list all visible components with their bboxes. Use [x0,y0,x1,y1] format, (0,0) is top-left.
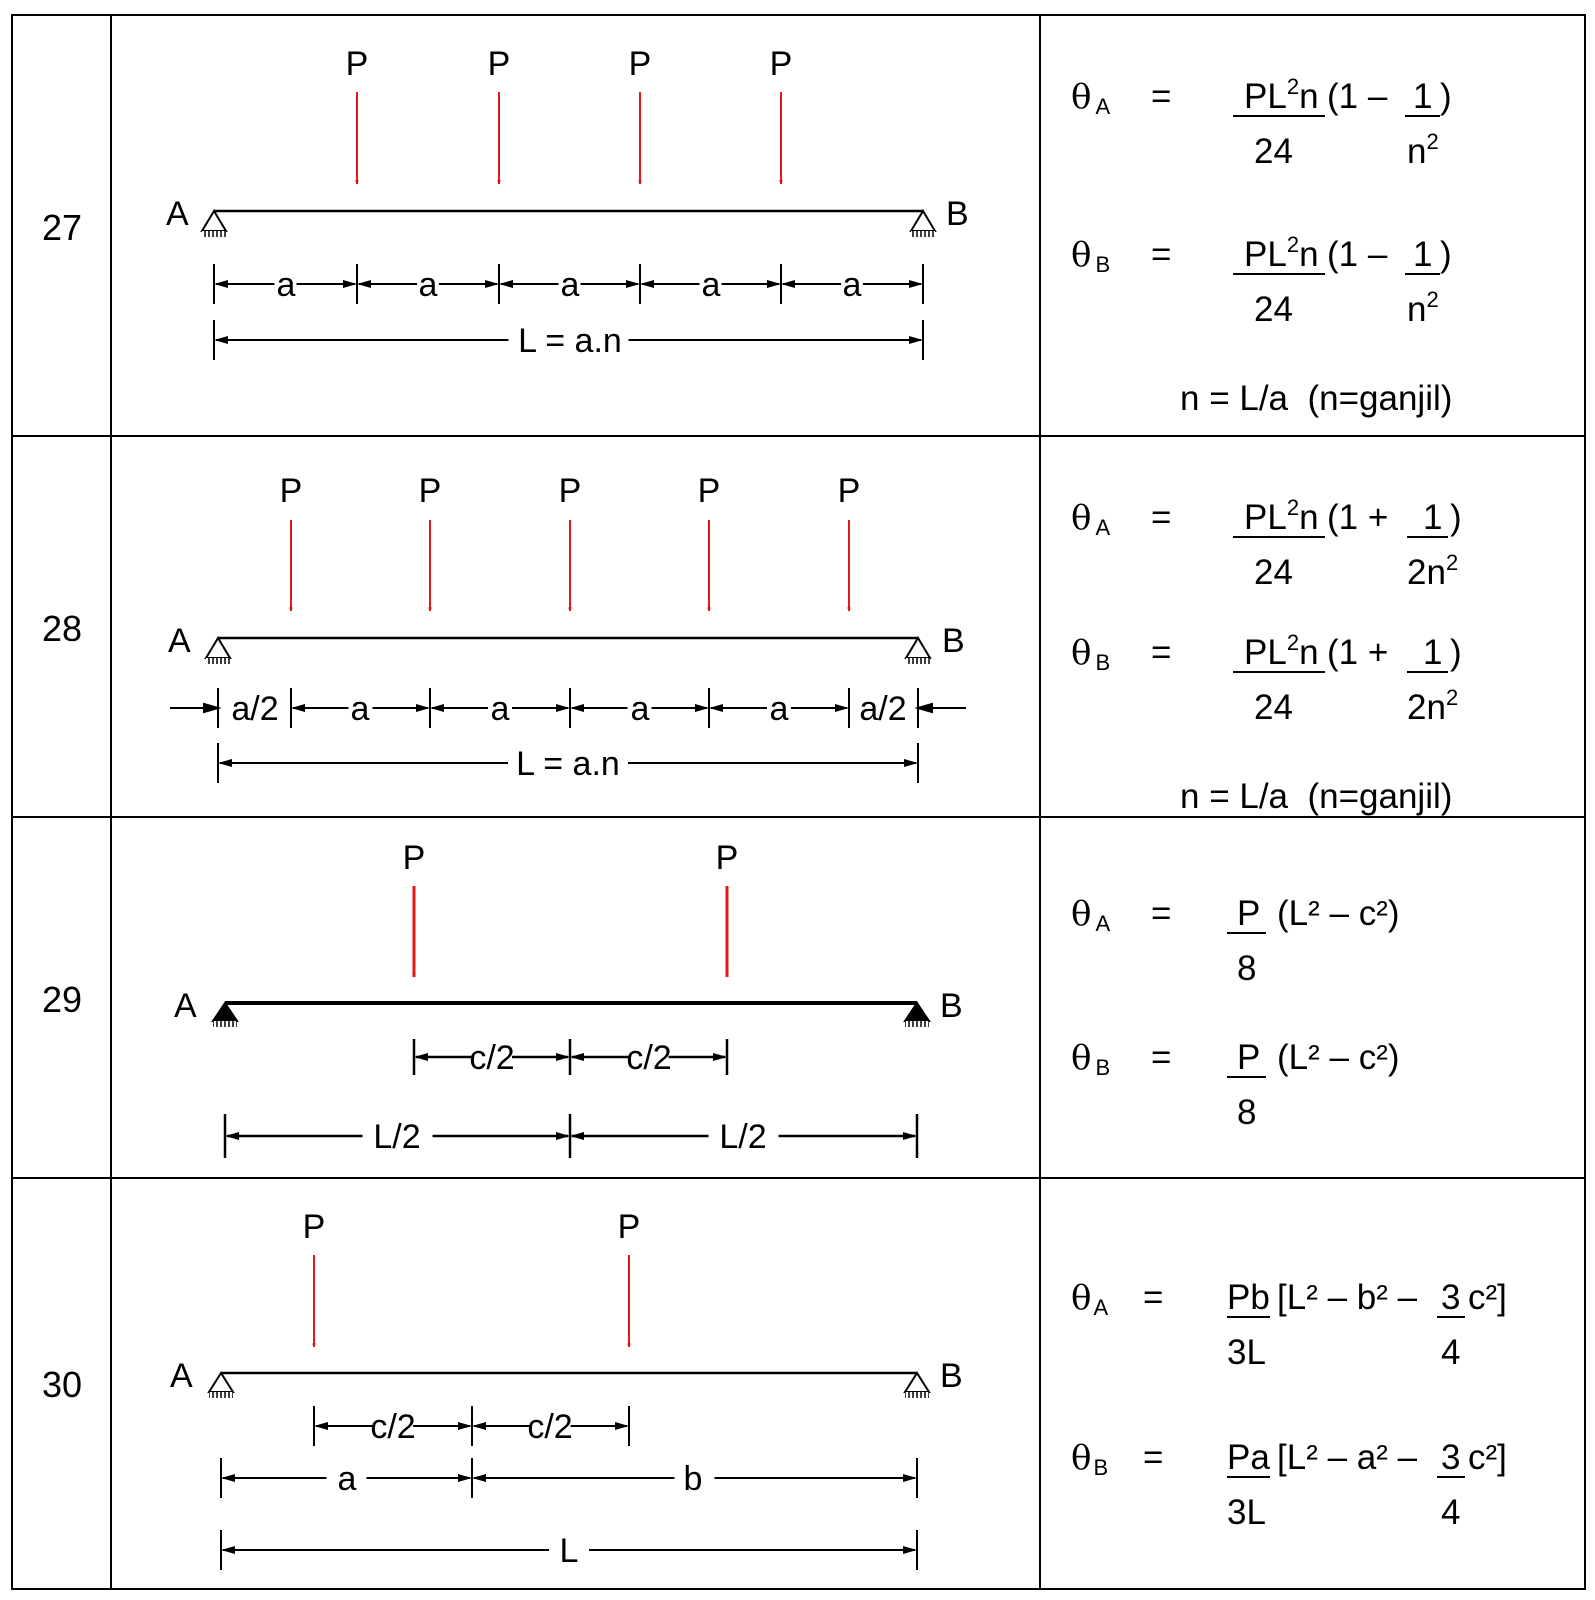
dimension-arrowhead [291,704,305,712]
dimension-arrowhead [430,704,444,712]
dimension-arrowhead [485,280,499,288]
dimension-label: c/2 [370,1408,416,1446]
svg-text:θB: θ B [1071,235,1111,277]
dimension-arrowhead [314,1422,328,1430]
svg-text:(L² – c²): (L² – c²) [1277,1038,1400,1077]
dimension-label: c/2 [527,1408,573,1446]
svg-text:=: = [1151,894,1172,933]
dimension-line-segments [218,688,918,728]
svg-text:2n2: $2n^2$ [1407,685,1459,727]
svg-text:PL2n: $PL^2n$ [1244,74,1319,116]
beam-diagram-30 [170,1208,963,1570]
pin-support-right-icon [906,638,930,664]
support-label-b: B [942,622,965,660]
dimension-arrowhead [556,704,570,712]
load-label: P [302,1208,326,1246]
support-label-a: A [170,1357,193,1395]
svg-text:c²]: c²] [1468,1438,1507,1477]
dimension-arrowhead [343,280,357,288]
dimension-arrowhead [225,1132,239,1140]
dimension-arrowhead [781,280,795,288]
dimension-arrowhead [709,704,723,712]
svg-text:=: = [1143,1278,1164,1317]
svg-text:=: = [1151,77,1172,116]
svg-text:n2: $n^2$ [1407,129,1439,171]
formula-note-27: n = L/a (n=ganjil) [1180,379,1453,418]
dimension-arrowhead [472,1422,486,1430]
dimension-arrowhead [570,1053,584,1061]
svg-text:(1 +: (1 + [1327,633,1389,672]
dimension-arrowhead [909,336,923,344]
support-label-b: B [940,1357,963,1395]
support-label-b: B [940,987,963,1025]
dimension-arrowhead [909,280,923,288]
b-length-label: b [683,1460,703,1498]
svg-text:[L² – b² –: [L² – b² – [1277,1278,1418,1317]
formula-theta-a-29 [1071,894,1400,988]
svg-text:(1 –: (1 – [1327,235,1388,274]
load-arrows [414,886,727,977]
load-label: P [769,45,793,83]
dimension-arrowhead [556,1132,570,1140]
load-arrows [357,92,781,184]
dimension-label: a [350,690,370,728]
svg-text:24: 24 [1254,553,1293,592]
load-label: P [279,472,303,510]
load-label: P [697,472,721,510]
dimension-arrowhead [472,1474,486,1482]
dimension-arrowhead [570,1132,584,1140]
pin-support-right-icon [905,1373,929,1398]
dimension-arrowhead [221,1546,235,1554]
formula-theta-b-28 [1071,630,1462,727]
svg-text:n2: $n^2$ [1407,287,1439,329]
pin-support-left-icon [202,211,226,237]
dimension-label: c/2 [626,1039,672,1077]
load-label: P [617,1208,641,1246]
load-label: P [715,839,739,877]
svg-text:1: 1 [1413,235,1433,274]
support-label-a: A [168,622,191,660]
dimension-arrowhead [615,1422,629,1430]
svg-text:PL2n: $PL^2n$ [1244,232,1319,274]
dimension-arrowhead [640,280,654,288]
svg-text:P: P [1237,894,1261,933]
svg-text:1: 1 [1423,498,1443,537]
formula-note-28: n = L/a (n=ganjil) [1180,777,1453,816]
a-b-dimension-lines [221,1458,917,1498]
half-length-label: L/2 [719,1118,767,1156]
row-number-28: 28 [41,608,83,649]
dimension-arrowhead [835,704,849,712]
formula-theta-a-27 [1071,74,1452,171]
row-number-29: 29 [41,979,83,1020]
dimension-label: a/2 [231,690,279,728]
load-label: P [345,45,369,83]
load-arrows [314,1255,629,1347]
formula-theta-a-28 [1071,495,1462,592]
svg-text:1: 1 [1413,77,1433,116]
formula-theta-a-30 [1071,1278,1507,1372]
dimension-arrowhead [458,1422,472,1430]
dimension-arrowhead [499,280,513,288]
dimension-arrowhead [221,1474,235,1482]
dimension-arrowhead [695,704,709,712]
support-label-a: A [174,987,197,1025]
dimension-arrowhead [214,280,228,288]
dimension-line-segments [414,1039,727,1075]
svg-text:24: 24 [1254,290,1293,329]
half-length-label: L/2 [373,1118,421,1156]
load-label: P [487,45,511,83]
total-length-label: L [559,1532,579,1570]
svg-text:θB: θ B [1071,1038,1111,1080]
load-label: P [837,472,861,510]
svg-text:[L² – a² –: [L² – a² – [1277,1438,1418,1477]
svg-text:=: = [1151,498,1172,537]
dimension-arrowhead [416,704,430,712]
svg-text:θB: θB [1071,1438,1109,1480]
svg-text:(1 –: (1 – [1327,77,1388,116]
svg-text:θB: θ B [1071,633,1111,675]
dimension-arrowhead [218,759,232,767]
dimension-arrowhead [626,280,640,288]
svg-text:3: 3 [1441,1278,1461,1317]
pin-support-left-icon [213,1003,237,1027]
half-length-dimension-lines [225,1114,917,1158]
svg-text:PL2n: $PL^2n$ [1244,495,1319,537]
pin-support-right-icon [905,1003,929,1027]
svg-text:): ) [1440,77,1452,116]
svg-text:Pb: Pb [1227,1278,1270,1317]
dimension-arrowhead [767,280,781,288]
dimension-label: c/2 [469,1039,515,1077]
svg-text:8: 8 [1237,1093,1257,1132]
dimension-arrowhead [357,280,371,288]
svg-text:=: = [1151,1038,1172,1077]
load-label: P [628,45,652,83]
load-label: P [402,839,426,877]
svg-text:θA: θ A [1071,894,1111,936]
svg-text:(1 +: (1 + [1327,498,1389,537]
total-length-label: L = a.n [518,322,622,360]
dimension-arrowhead [903,1132,917,1140]
svg-text:=: = [1151,235,1172,274]
load-label: P [558,472,582,510]
dimension-label: a/2 [859,690,907,728]
a-length-label: a [337,1460,357,1498]
load-label: P [418,472,442,510]
support-label-b: B [946,195,969,233]
svg-text:1: 1 [1423,633,1443,672]
svg-text:P: P [1237,1038,1261,1077]
total-length-label: L = a.n [516,745,620,783]
dimension-label: a [418,266,438,304]
dimension-label: a [560,266,580,304]
svg-text:24: 24 [1254,688,1293,727]
pin-support-left-icon [206,638,230,664]
svg-text:3L: 3L [1227,1493,1266,1532]
dimension-arrowhead [570,704,584,712]
svg-text:=: = [1151,633,1172,672]
row-number-27: 27 [41,207,83,248]
svg-text:θA: θ A [1071,498,1111,540]
formula-theta-b-30 [1071,1438,1507,1532]
formula-theta-b-29 [1071,1038,1400,1132]
svg-text:2n2: $2n^2$ [1407,550,1459,592]
dimension-label: a [276,266,296,304]
svg-text:4: 4 [1441,1333,1461,1372]
dimension-arrowhead [414,1053,428,1061]
dimension-label: a [769,690,789,728]
dimension-arrowhead [904,759,918,767]
dimension-line-segments [314,1406,629,1446]
beam-diagram-29 [174,839,963,1158]
svg-text:PL2n: $PL^2n$ [1244,630,1319,672]
svg-text:3: 3 [1441,1438,1461,1477]
beam-diagram-27 [166,45,969,360]
svg-text:(L² – c²): (L² – c²) [1277,894,1400,933]
svg-text:24: 24 [1254,132,1293,171]
svg-text:8: 8 [1237,949,1257,988]
beam-diagram-28 [168,472,966,783]
dimension-arrowhead [903,1546,917,1554]
dimension-arrowhead [903,1474,917,1482]
dimension-arrowhead [458,1474,472,1482]
svg-text:Pa: Pa [1227,1438,1270,1477]
dimension-label: a [630,690,650,728]
dimension-label: a [842,266,862,304]
svg-text:): ) [1450,498,1462,537]
svg-text:): ) [1440,235,1452,274]
dimension-label: a [701,266,721,304]
svg-text:=: = [1143,1438,1164,1477]
row-number-30: 30 [41,1364,83,1405]
pin-support-left-icon [209,1373,233,1398]
pin-support-right-icon [911,211,935,237]
svg-text:θA: θA [1071,1278,1109,1320]
dimension-arrowhead [214,336,228,344]
svg-text:3L: 3L [1227,1333,1266,1372]
dimension-arrowhead [556,1053,570,1061]
svg-text:): ) [1450,633,1462,672]
svg-text:θA: θ A [1071,77,1111,119]
svg-text:4: 4 [1441,1493,1461,1532]
dimension-label: a [490,690,510,728]
dimension-arrowhead [713,1053,727,1061]
svg-text:c²]: c²] [1468,1278,1507,1317]
load-arrows [291,520,849,611]
support-label-a: A [166,195,189,233]
formula-theta-b-27 [1071,232,1452,329]
